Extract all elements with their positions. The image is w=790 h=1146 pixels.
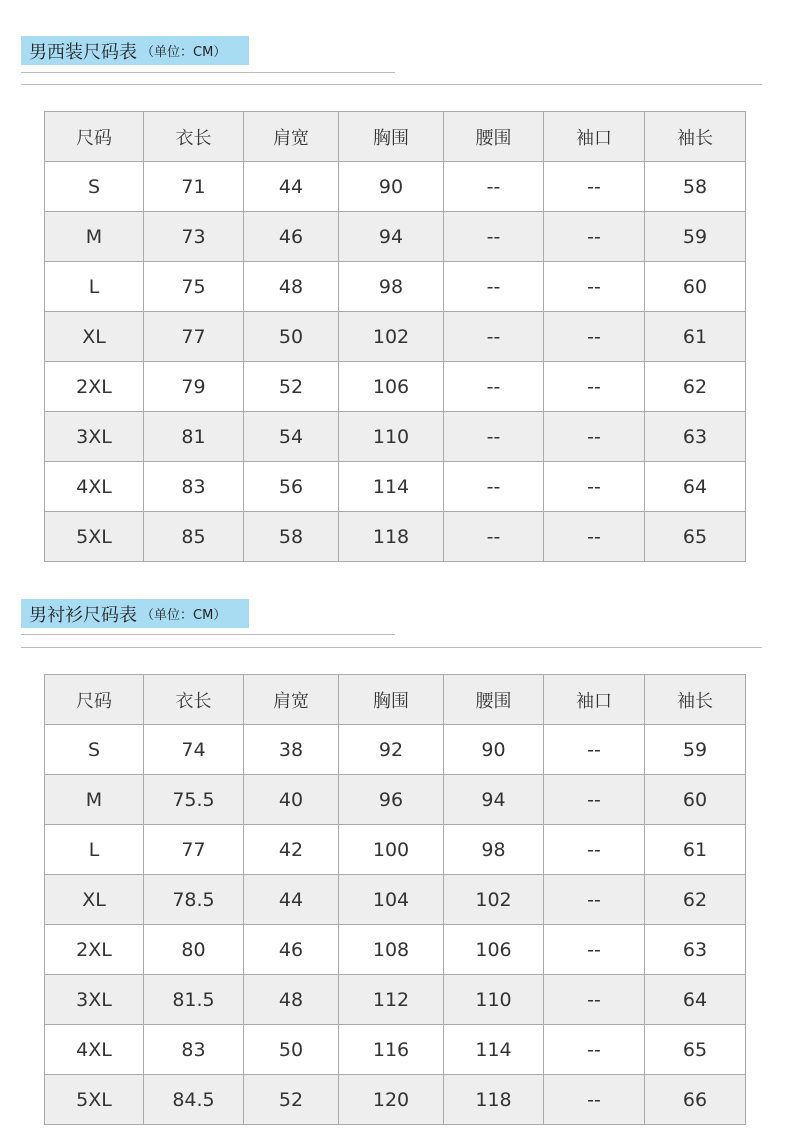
- column-header: 袖口: [544, 112, 645, 162]
- table-row: [45, 925, 746, 975]
- table-cell: 102: [339, 312, 444, 362]
- table-cell: 42: [244, 825, 339, 875]
- column-header: 袖长: [645, 675, 746, 725]
- column-header: 衣长: [144, 675, 244, 725]
- table-cell: 96: [339, 775, 444, 825]
- table-row: [45, 1075, 746, 1125]
- table-row: [45, 825, 746, 875]
- shirt-divider: [21, 647, 762, 648]
- table-cell: 50: [244, 1025, 339, 1075]
- table-cell: --: [544, 775, 645, 825]
- table-cell: 38: [244, 725, 339, 775]
- table-cell: --: [544, 875, 645, 925]
- table-cell: --: [444, 412, 544, 462]
- table-cell: 61: [645, 825, 746, 875]
- table-cell: 3XL: [45, 412, 144, 462]
- table-cell: 94: [339, 212, 444, 262]
- table-cell: 79: [144, 362, 244, 412]
- table-cell: 60: [645, 262, 746, 312]
- table-cell: 62: [645, 875, 746, 925]
- table-cell: S: [45, 725, 144, 775]
- table-cell: 90: [339, 162, 444, 212]
- table-row: [45, 775, 746, 825]
- table-cell: 80: [144, 925, 244, 975]
- table-cell: 118: [339, 512, 444, 562]
- table-cell: 64: [645, 975, 746, 1025]
- shirt-size-table: [44, 674, 746, 1125]
- table-cell: --: [544, 725, 645, 775]
- table-cell: 2XL: [45, 362, 144, 412]
- table-cell: L: [45, 825, 144, 875]
- suit-title: 男西装尺码表: [29, 41, 137, 63]
- table-cell: 61: [645, 312, 746, 362]
- shirt-header-row: [45, 675, 746, 725]
- table-cell: 63: [645, 925, 746, 975]
- table-cell: 84.5: [144, 1075, 244, 1125]
- table-cell: 114: [339, 462, 444, 512]
- table-cell: 110: [444, 975, 544, 1025]
- table-cell: 116: [339, 1025, 444, 1075]
- table-cell: 75.5: [144, 775, 244, 825]
- column-header: 肩宽: [244, 112, 339, 162]
- table-cell: S: [45, 162, 144, 212]
- column-header: 尺码: [45, 112, 144, 162]
- table-cell: 104: [339, 875, 444, 925]
- table-cell: --: [544, 312, 645, 362]
- table-cell: --: [444, 312, 544, 362]
- table-cell: 44: [244, 162, 339, 212]
- table-cell: --: [444, 512, 544, 562]
- column-header: 胸围: [339, 675, 444, 725]
- table-cell: --: [544, 975, 645, 1025]
- shirt-title-underline: [21, 634, 395, 635]
- table-cell: 46: [244, 925, 339, 975]
- table-cell: 106: [444, 925, 544, 975]
- table-cell: M: [45, 212, 144, 262]
- table-cell: 85: [144, 512, 244, 562]
- table-cell: 63: [645, 412, 746, 462]
- table-cell: 65: [645, 512, 746, 562]
- table-cell: 62: [645, 362, 746, 412]
- table-cell: --: [544, 512, 645, 562]
- table-cell: XL: [45, 875, 144, 925]
- table-cell: 52: [244, 362, 339, 412]
- table-row: [45, 1025, 746, 1075]
- shirt-title: 男衬衫尺码表: [29, 604, 137, 626]
- table-cell: 66: [645, 1075, 746, 1125]
- table-cell: --: [544, 1025, 645, 1075]
- table-cell: 40: [244, 775, 339, 825]
- table-cell: 75: [144, 262, 244, 312]
- table-cell: 112: [339, 975, 444, 1025]
- table-cell: 110: [339, 412, 444, 462]
- table-cell: --: [544, 1075, 645, 1125]
- table-cell: 98: [444, 825, 544, 875]
- column-header: 胸围: [339, 112, 444, 162]
- shirt-title-tag: [21, 599, 249, 628]
- table-cell: 48: [244, 975, 339, 1025]
- column-header: 袖长: [645, 112, 746, 162]
- table-cell: --: [444, 462, 544, 512]
- table-cell: --: [544, 262, 645, 312]
- table-cell: 74: [144, 725, 244, 775]
- table-cell: 108: [339, 925, 444, 975]
- table-row: [45, 975, 746, 1025]
- table-cell: XL: [45, 312, 144, 362]
- table-cell: 2XL: [45, 925, 144, 975]
- table-cell: 58: [645, 162, 746, 212]
- table-cell: 4XL: [45, 1025, 144, 1075]
- table-cell: 60: [645, 775, 746, 825]
- table-cell: 54: [244, 412, 339, 462]
- table-cell: 71: [144, 162, 244, 212]
- table-cell: 106: [339, 362, 444, 412]
- table-cell: 59: [645, 212, 746, 262]
- table-cell: M: [45, 775, 144, 825]
- table-cell: --: [544, 162, 645, 212]
- table-cell: 83: [144, 462, 244, 512]
- table-cell: 59: [645, 725, 746, 775]
- table-cell: --: [444, 262, 544, 312]
- table-cell: 58: [244, 512, 339, 562]
- table-cell: 73: [144, 212, 244, 262]
- table-cell: 81: [144, 412, 244, 462]
- column-header: 腰围: [444, 112, 544, 162]
- table-cell: 5XL: [45, 1075, 144, 1125]
- column-header: 肩宽: [244, 675, 339, 725]
- table-cell: 90: [444, 725, 544, 775]
- table-cell: 114: [444, 1025, 544, 1075]
- table-cell: --: [544, 925, 645, 975]
- table-cell: --: [544, 825, 645, 875]
- shirt-unit: （单位：CM）: [141, 608, 227, 623]
- table-cell: 83: [144, 1025, 244, 1075]
- table-cell: 77: [144, 825, 244, 875]
- table-cell: 52: [244, 1075, 339, 1125]
- table-cell: 50: [244, 312, 339, 362]
- table-cell: L: [45, 262, 144, 312]
- column-header: 衣长: [144, 112, 244, 162]
- table-cell: 56: [244, 462, 339, 512]
- table-row: [45, 875, 746, 925]
- table-cell: 98: [339, 262, 444, 312]
- table-cell: --: [544, 362, 645, 412]
- table-cell: --: [544, 212, 645, 262]
- table-row: [45, 725, 746, 775]
- table-cell: 92: [339, 725, 444, 775]
- table-cell: 48: [244, 262, 339, 312]
- table-cell: 5XL: [45, 512, 144, 562]
- suit-unit: （单位：CM）: [141, 45, 227, 60]
- column-header: 尺码: [45, 675, 144, 725]
- table-cell: 46: [244, 212, 339, 262]
- table-cell: 94: [444, 775, 544, 825]
- table-cell: 44: [244, 875, 339, 925]
- table-cell: 4XL: [45, 462, 144, 512]
- column-header: 腰围: [444, 675, 544, 725]
- column-header: 袖口: [544, 675, 645, 725]
- table-cell: 3XL: [45, 975, 144, 1025]
- table-cell: --: [544, 412, 645, 462]
- table-cell: 118: [444, 1075, 544, 1125]
- table-cell: 64: [645, 462, 746, 512]
- table-cell: 100: [339, 825, 444, 875]
- table-cell: 77: [144, 312, 244, 362]
- table-cell: --: [544, 462, 645, 512]
- table-cell: 120: [339, 1075, 444, 1125]
- table-cell: --: [444, 162, 544, 212]
- table-cell: --: [444, 362, 544, 412]
- table-cell: 81.5: [144, 975, 244, 1025]
- table-cell: 78.5: [144, 875, 244, 925]
- table-cell: --: [444, 212, 544, 262]
- table-cell: 65: [645, 1025, 746, 1075]
- table-cell: 102: [444, 875, 544, 925]
